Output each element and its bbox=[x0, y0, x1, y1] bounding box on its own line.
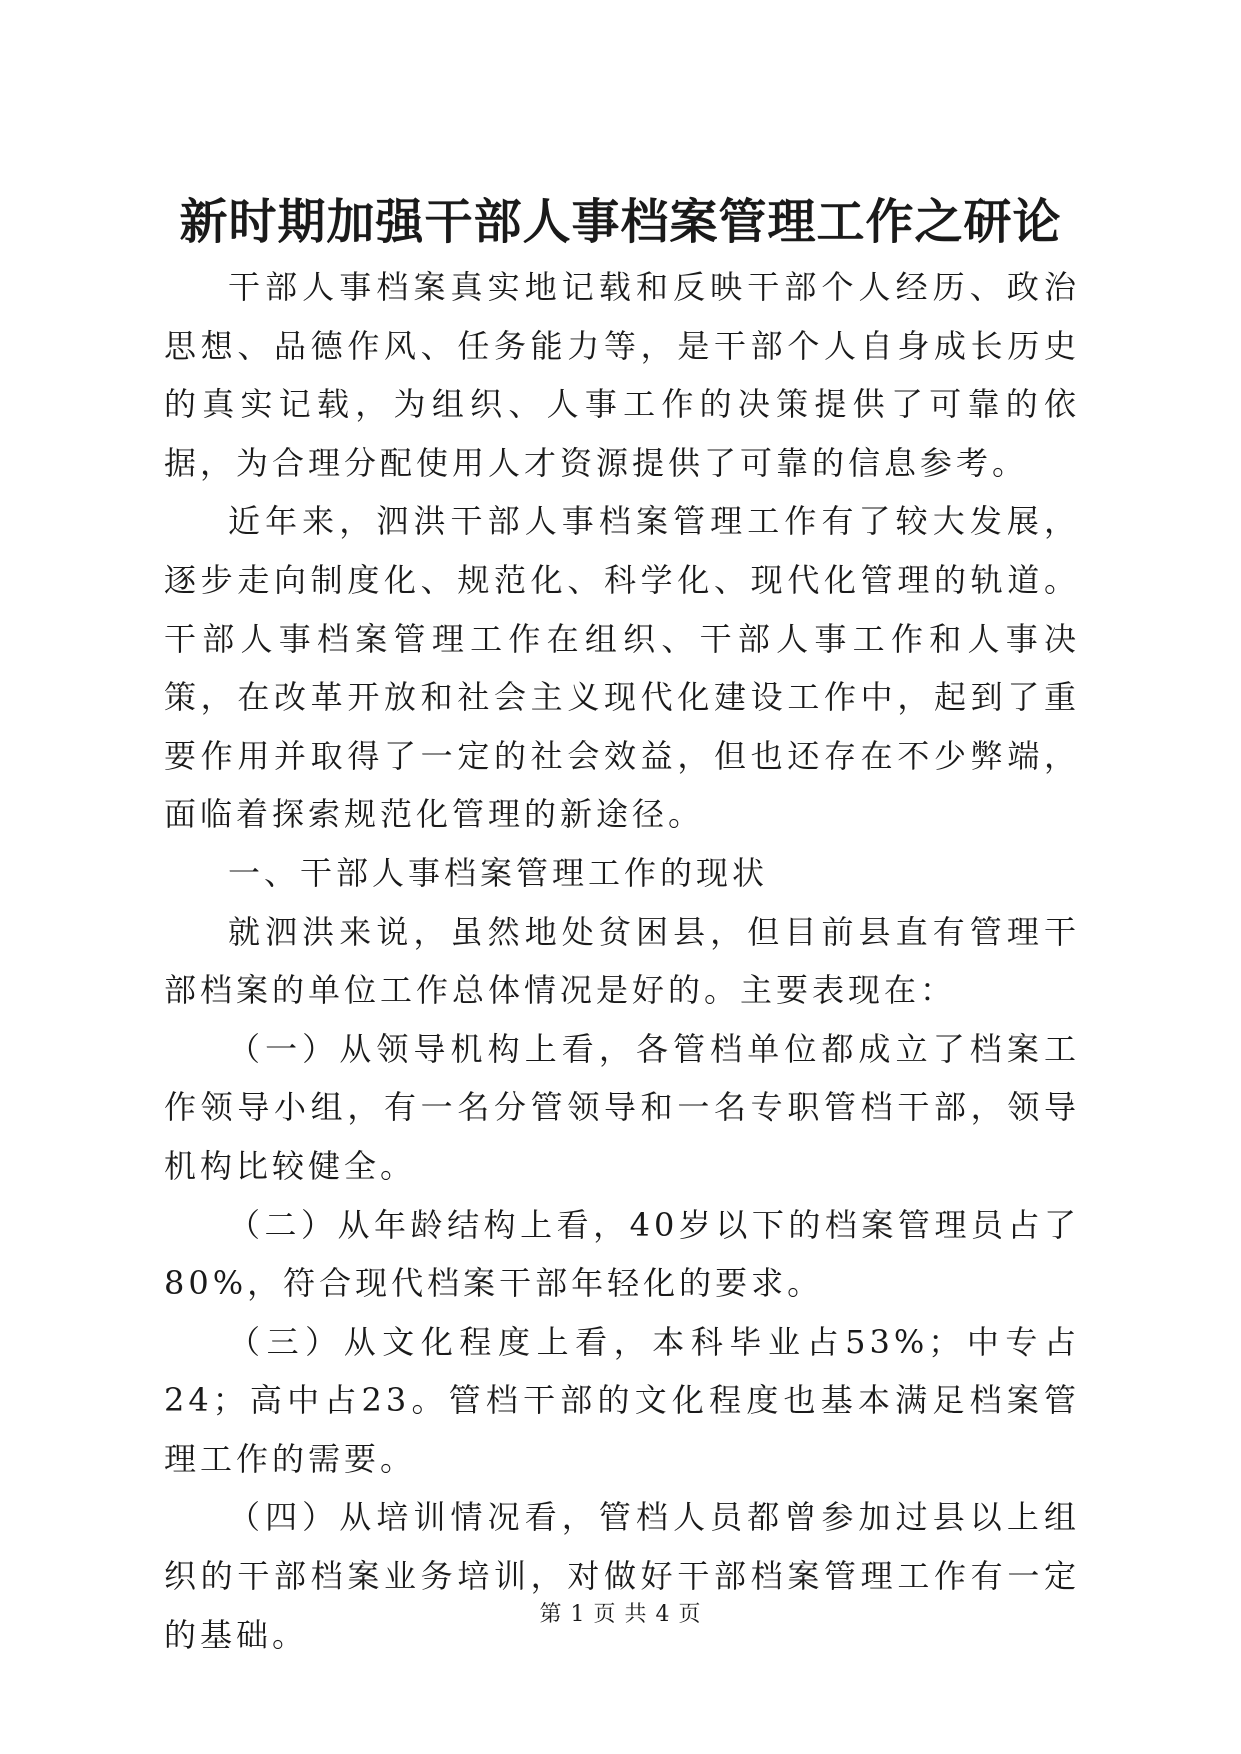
paragraph-background: 近年来，泗洪干部人事档案管理工作有了较大发展，逐步走向制度化、规范化、科学化、现代化管理的轨道。干部人事档案管理工作在组织、干部人事工作和人事决策，在改革开放和社会主义现代化建设工作中，起到了重要作用并取得了一定的社会效益，但也还存在不少弊端，面临着探索规范化管理的新途径。 bbox=[164, 502, 1080, 834]
paragraph-overview: 就泗洪来说，虽然地处贫困县，但目前县直有管理干部档案的单位工作总体情况是好的。主要表现在： bbox=[164, 912, 1080, 1010]
paragraph-item-4: （四）从培训情况看，管档人员都曾参加过县以上组织的干部档案业务培训，对做好干部档案管理工作有一定的基础。 bbox=[164, 1498, 1080, 1654]
paragraph-item-3: （三）从文化程度上看，本科毕业占53%；中专占24；高中占23。管档干部的文化程度也基本满足档案管理工作的需要。 bbox=[164, 1322, 1080, 1478]
document-title: 新时期加强干部人事档案管理工作之研论 bbox=[179, 194, 1062, 250]
section-heading-status: 一、干部人事档案管理工作的现状 bbox=[228, 853, 769, 892]
document-body bbox=[164, 258, 1080, 1664]
page-number-footer: 第 1 页 共 4 页 bbox=[539, 1602, 702, 1627]
paragraph-item-2: （二）从年龄结构上看，40岁以下的档案管理员占了80%，符合现代档案干部年轻化的要求。 bbox=[164, 1205, 1080, 1303]
paragraph-item-1: （一）从领导机构上看，各管档单位都成立了档案工作领导小组，有一名分管领导和一名专职管档干部，领导机构比较健全。 bbox=[164, 1029, 1080, 1185]
paragraph-intro: 干部人事档案真实地记载和反映干部个人经历、政治思想、品德作风、任务能力等，是干部个人自身成长历史的真实记载，为组织、人事工作的决策提供了可靠的依据，为合理分配使用人才资源提供了可靠的信息参考。 bbox=[164, 268, 1080, 482]
